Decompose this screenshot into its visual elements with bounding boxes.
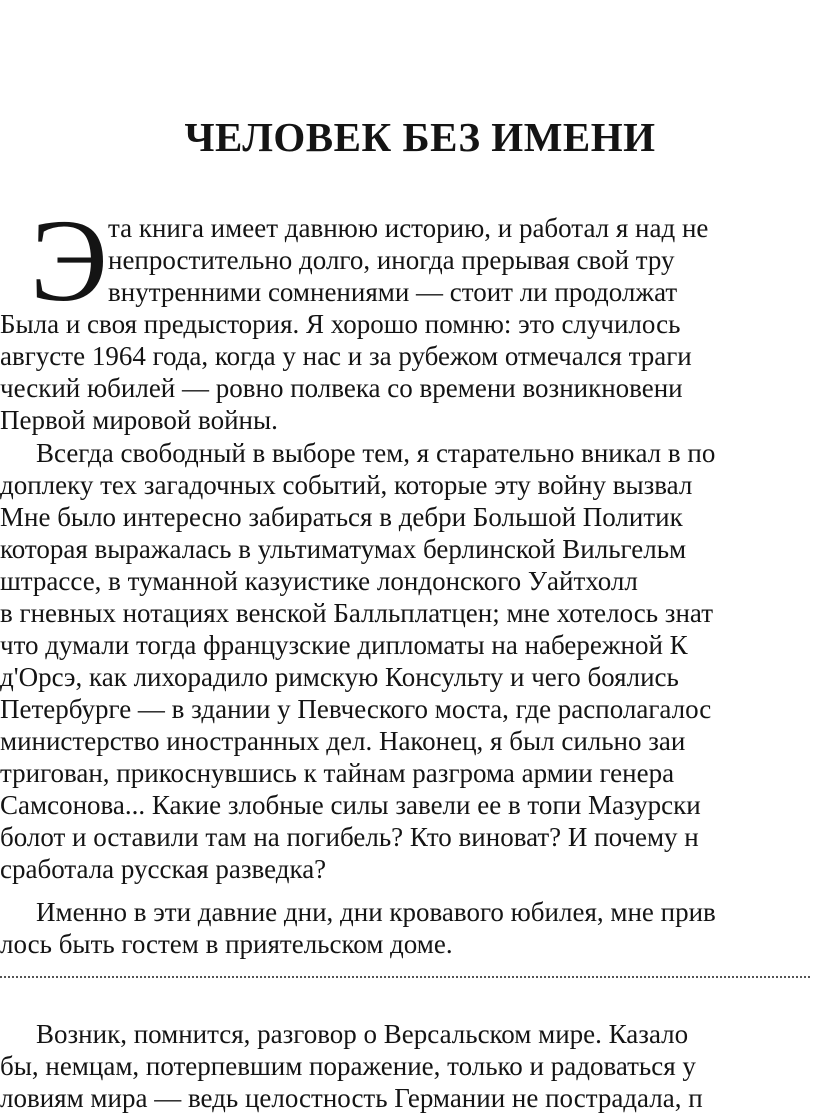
text-line: которая выражалась в ультиматумах берлинской Вильгельм [0, 534, 687, 564]
text-line: доплеку тех загадочных событий, которые эту войну вызвал [0, 470, 693, 500]
drop-cap-letter: Э [30, 195, 108, 326]
text-line: бы, немцам, потерпевшим поражение, только и радоваться у [0, 1051, 696, 1081]
text-line: штрассе, в туманной казуистике лондонского Уайтхолл [0, 566, 638, 596]
text-line: сработала русская разведка? [0, 854, 327, 884]
text-line: ческий юбилей — ровно полвека со времени возникновени [0, 373, 683, 403]
text-line: внутренними сомнениями — стоит ли продолжат [108, 277, 678, 307]
text-line: д'Орсэ, как лихорадило римскую Консульту и чего боялись [0, 662, 679, 692]
text-line: лось быть гостем в приятельском доме. [0, 929, 453, 959]
text-line: Первой мировой войны. [0, 405, 278, 435]
scan-divider [0, 976, 810, 978]
text-line: Петербурге — в здании у Певческого моста, где располагалос [0, 694, 712, 724]
text-line: августе 1964 года, когда у нас и за рубежом отмечался траги [0, 341, 692, 371]
text-line: министерство иностранных дел. Наконец, я был сильно заи [0, 726, 686, 756]
text-line: Возник, помнится, разговор о Версальском мире. Казало [36, 1019, 689, 1049]
text-line: Была и своя предыстория. Я хорошо помню: это случилось [0, 309, 681, 339]
text-line: ловиям мира — ведь целостность Германии не пострадала, п [0, 1083, 703, 1113]
text-line: тригован, прикоснувшись к тайнам разгрома армии генера [0, 758, 675, 788]
text-line: Мне было интересно забираться в дебри Большой Политик [0, 502, 683, 532]
text-line: та книга имеет давнюю историю, и работал я над не [108, 213, 709, 243]
text-line: болот и оставили там на погибель? Кто виноват? И почему н [0, 822, 699, 852]
text-line: в гневных нотациях венской Балльплатцен; мне хотелось знат [0, 598, 714, 628]
text-line: Самсонова... Какие злобные силы завели ее в топи Мазурски [0, 790, 701, 820]
text-line: Всегда свободный в выборе тем, я старательно вникал в по [36, 438, 716, 468]
text-line: что думали тогда французские дипломаты на набережной К [0, 630, 688, 660]
text-line: Именно в эти давние дни, дни кровавого юбилея, мне прив [36, 897, 716, 927]
text-line: непростительно долго, иногда прерывая свой тру [108, 245, 675, 275]
chapter-title: ЧЕЛОВЕК БЕЗ ИМЕНИ [184, 114, 656, 160]
